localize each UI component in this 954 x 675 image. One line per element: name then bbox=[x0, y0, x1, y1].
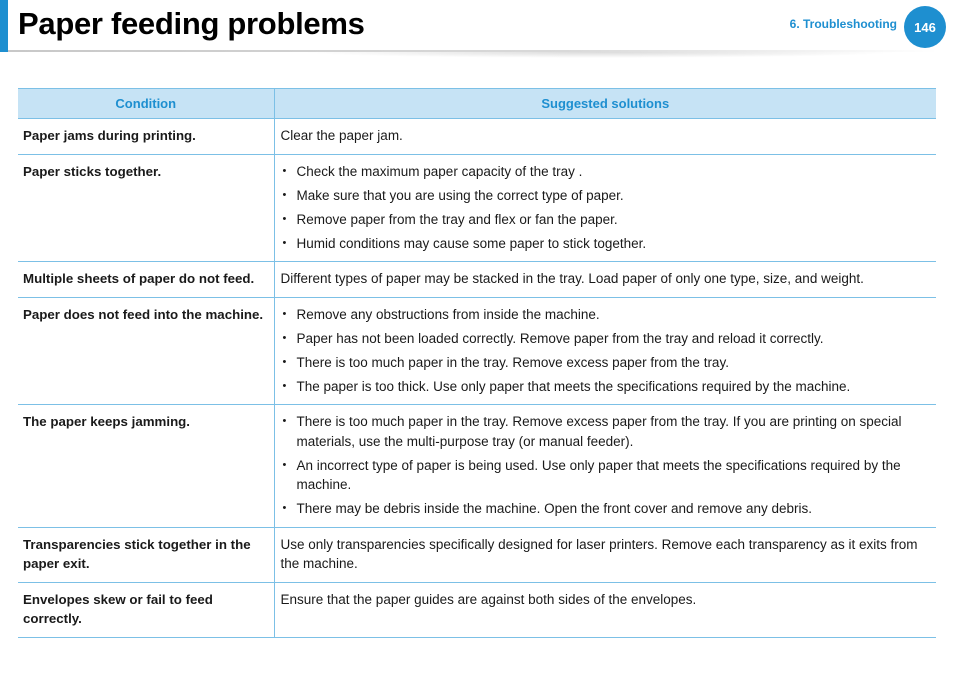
solution-text: Different types of paper may be stacked in the tray. Load paper of only one type, size, and weight. bbox=[280, 271, 864, 286]
solutions-cell bbox=[274, 405, 936, 528]
table-row bbox=[18, 582, 936, 637]
solution-item: • Make sure that you are using the correct type of paper. bbox=[281, 186, 931, 206]
solution-list bbox=[281, 162, 931, 254]
table-row bbox=[18, 405, 936, 528]
solution-item: • Humid conditions may cause some paper to stick together. bbox=[281, 234, 931, 254]
solution-item: • Check the maximum paper capacity of the tray . bbox=[281, 162, 931, 182]
solution-text: Use only transparencies specifically designed for laser printers. Remove each transparency as it exits from the machine. bbox=[280, 536, 918, 571]
solution-item: • There is too much paper in the tray. Remove excess paper from the tray. bbox=[281, 353, 931, 373]
table-row bbox=[18, 527, 936, 582]
page-number-badge: 146 bbox=[904, 6, 946, 48]
solutions-cell bbox=[274, 119, 936, 155]
condition-cell: Envelopes skew or fail to feed correctly. bbox=[18, 582, 274, 637]
condition-cell: Paper does not feed into the machine. bbox=[18, 297, 274, 405]
section-label: 6. Troubleshooting bbox=[789, 17, 897, 31]
table-row bbox=[18, 119, 936, 155]
table-row bbox=[18, 262, 936, 298]
solution-item: • There is too much paper in the tray. Remove excess paper from the tray. If you are printing on special materials, use the multi-purpose tray (or manual feeder). bbox=[281, 412, 931, 451]
solution-item: • Remove any obstructions from inside the machine. bbox=[281, 305, 931, 325]
column-header-condition: Condition bbox=[18, 89, 274, 119]
condition-cell: Transparencies stick together in the paper exit. bbox=[18, 527, 274, 582]
solution-item: • There may be debris inside the machine. Open the front cover and remove any debris. bbox=[281, 499, 931, 519]
solutions-cell bbox=[274, 297, 936, 405]
condition-cell: Paper sticks together. bbox=[18, 154, 274, 262]
solutions-cell bbox=[274, 154, 936, 262]
column-header-solutions: Suggested solutions bbox=[274, 89, 936, 119]
header-shadow bbox=[300, 52, 900, 58]
solution-item: • The paper is too thick. Use only paper that meets the specifications required by the machine. bbox=[281, 377, 931, 397]
solution-list bbox=[281, 412, 931, 519]
table-row bbox=[18, 154, 936, 262]
solution-text: Ensure that the paper guides are against both sides of the envelopes. bbox=[280, 591, 697, 607]
table-body bbox=[18, 119, 936, 638]
solution-item: • An incorrect type of paper is being used. Use only paper that meets the specifications required by the machine. bbox=[281, 456, 931, 495]
solution-item: • Paper has not been loaded correctly. Remove paper from the tray and reload it correctly. bbox=[281, 329, 931, 349]
table-header-row bbox=[18, 89, 936, 119]
table-row bbox=[18, 297, 936, 405]
condition-cell: Multiple sheets of paper do not feed. bbox=[18, 262, 274, 298]
solutions-cell bbox=[274, 262, 936, 298]
solutions-cell bbox=[274, 582, 936, 637]
accent-bar bbox=[0, 0, 8, 52]
page-title: Paper feeding problems bbox=[18, 6, 365, 41]
solution-text: Clear the paper jam. bbox=[280, 128, 403, 143]
troubleshooting-table bbox=[18, 88, 936, 638]
solution-item: • Remove paper from the tray and flex or fan the paper. bbox=[281, 210, 931, 230]
condition-cell: The paper keeps jamming. bbox=[18, 405, 274, 528]
solution-list bbox=[281, 305, 931, 397]
condition-cell: Paper jams during printing. bbox=[18, 119, 274, 155]
solutions-cell bbox=[274, 527, 936, 582]
